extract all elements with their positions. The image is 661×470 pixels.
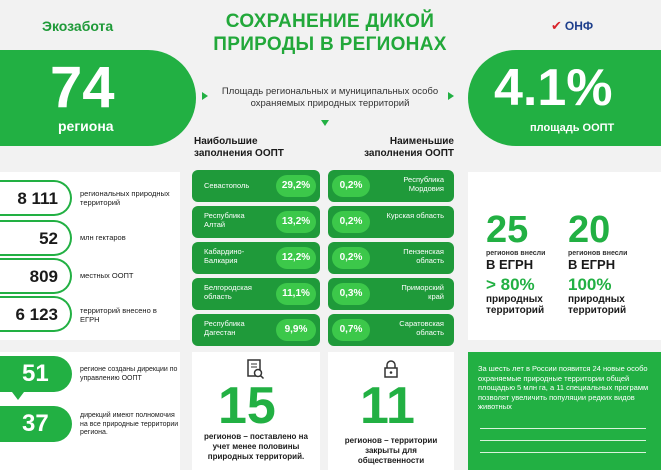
- largest-row: [192, 314, 320, 346]
- region-name: Севастополь: [204, 181, 250, 190]
- regions-pill: [0, 50, 196, 146]
- region-percent: 0,2%: [332, 247, 370, 269]
- powers-pill: [0, 406, 72, 442]
- largest-row: [192, 278, 320, 310]
- title-line-1: СОХРАНЕНИЕ ДИКОЙ: [225, 11, 435, 32]
- smallest-row: [328, 242, 454, 274]
- egrn-right-big: В ЕГРН: [568, 257, 616, 272]
- egrn-left: [486, 210, 566, 316]
- logo-text: ОНФ: [564, 19, 594, 33]
- page-title: [170, 10, 490, 56]
- onf-logo: [551, 18, 593, 34]
- region-percent: 0,2%: [332, 211, 370, 233]
- stat-text: млн гектаров: [80, 233, 126, 242]
- egrn-right-pt2: территорий: [568, 305, 627, 316]
- region-percent: 0,2%: [332, 175, 370, 197]
- smallest-header: [358, 136, 454, 160]
- stat-text: региональных природных территорий: [80, 189, 170, 207]
- region-name: Курская область: [386, 211, 444, 220]
- directorates-number: 51: [22, 360, 49, 387]
- smallest-row: [328, 314, 454, 346]
- egrn-left-big: В ЕГРН: [486, 257, 534, 272]
- largest-row: [192, 242, 320, 274]
- region-percent: 9,9%: [276, 319, 316, 341]
- area-label: площадь ООПТ: [530, 122, 615, 134]
- directorates-pill: [0, 356, 72, 392]
- region-percent: 0,3%: [332, 283, 370, 305]
- powers-text: дирекций имеют полномочия на все природные территории региона.: [80, 412, 179, 436]
- stat-number: 809: [29, 267, 58, 286]
- region-name: Белгородская область: [204, 283, 252, 301]
- region-name: Приморский край: [401, 283, 444, 301]
- region-percent: 29,2%: [276, 175, 316, 197]
- region-name: Пензенская область: [403, 247, 444, 265]
- egrn-right-small: регионов внесли: [568, 250, 628, 257]
- smallest-row: [328, 206, 454, 238]
- stat-number: 52: [39, 229, 58, 248]
- smallest-header-line-2: заполнения ООПТ: [364, 148, 454, 159]
- onf-mark-icon: ✔: [551, 18, 562, 33]
- closed-number: 11: [360, 377, 415, 435]
- closed-text: регионов – территории закрыты для общественности: [344, 436, 438, 465]
- stat-number: 6 123: [15, 305, 58, 324]
- programs-text: За шесть лет в России появится 24 новые особо охраняемые природные территории общей площадью 5 млн га, а 11 специальных программ позволят увеличить популяции редких видов животных: [478, 364, 649, 411]
- egrn-left-small: регионов внесли: [486, 250, 546, 257]
- arrow-down-icon: [12, 392, 24, 400]
- divider: [480, 440, 646, 441]
- center-caption: Площадь региональных и муниципальных особо охраняемых природных территорий: [221, 86, 439, 109]
- stat-pill: [0, 220, 72, 256]
- region-name: Республика Алтай: [204, 211, 245, 229]
- egrn-right-number: 20: [568, 209, 611, 251]
- arrow-left-icon: [202, 92, 208, 100]
- egrn-right-percent: 100%: [568, 275, 612, 294]
- region-percent: 12,2%: [276, 247, 316, 269]
- largest-row: [192, 206, 320, 238]
- region-name: Кабардино-Балкария: [204, 247, 245, 265]
- region-percent: 11,1%: [276, 283, 316, 305]
- stat-pill: [0, 180, 72, 216]
- divider: [480, 452, 646, 453]
- region-name: Саратовская область: [399, 319, 444, 337]
- regions-count: 74: [50, 55, 115, 120]
- directorates-text: регионе созданы дирекции по управлению ООПТ: [80, 366, 178, 382]
- divider: [480, 428, 646, 429]
- largest-header-line-2: заполнения ООПТ: [194, 148, 284, 159]
- largest-header: [194, 136, 284, 160]
- powers-number: 37: [22, 410, 49, 437]
- stat-pill: [0, 258, 72, 294]
- region-percent: 13,2%: [276, 211, 316, 233]
- egrn-right: [568, 210, 652, 316]
- area-pill: [468, 50, 661, 146]
- title-line-2: ПРИРОДЫ В РЕГИОНАХ: [213, 34, 447, 55]
- largest-header-line-1: Наибольшие: [194, 136, 258, 147]
- smallest-row: [328, 278, 454, 310]
- egrn-left-number: 25: [486, 209, 529, 251]
- registration-number: 15: [218, 377, 276, 435]
- stat-text: территорий внесено в ЕГРН: [80, 306, 157, 324]
- stat-pill: [0, 296, 72, 332]
- stat-text: местных ООПТ: [80, 271, 134, 280]
- egrn-left-pt1: природных: [486, 294, 543, 305]
- region-name: Республика Дагестан: [204, 319, 245, 337]
- regions-label: региона: [58, 118, 114, 134]
- egrn-left-percent: > 80%: [486, 275, 535, 294]
- egrn-right-pt1: природных: [568, 294, 625, 305]
- arrow-right-icon: [448, 92, 454, 100]
- largest-row: [192, 170, 320, 202]
- egrn-left-pt2: территорий: [486, 305, 545, 316]
- brand-label: Экозабота: [42, 18, 114, 34]
- region-name: Республика Мордовия: [403, 175, 444, 193]
- region-percent: 0,7%: [332, 319, 370, 341]
- stat-number: 8 111: [17, 189, 58, 208]
- smallest-header-line-1: Наименьшие: [389, 136, 454, 147]
- arrow-down-icon: [321, 120, 329, 126]
- smallest-row: [328, 170, 454, 202]
- registration-text: регионов – поставлено на учет менее половины природных территорий.: [204, 432, 308, 461]
- area-percent: 4.1%: [494, 59, 613, 117]
